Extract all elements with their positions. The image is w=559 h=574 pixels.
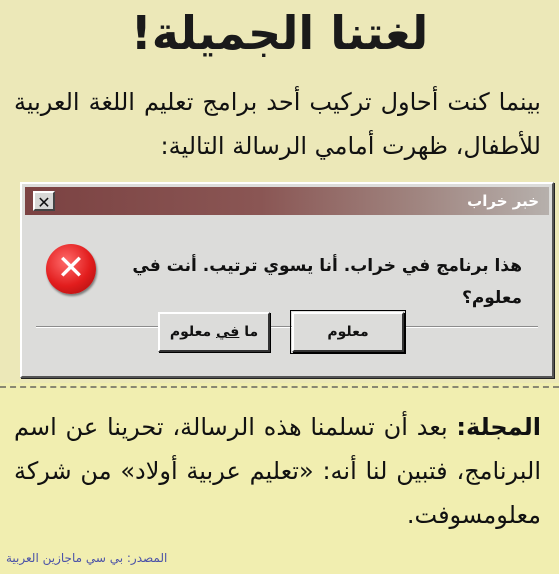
dialog-message: هذا برنامج في خراب. أنا يسوي ترتيب. أنت في معلوم؟ (132, 256, 522, 308)
intro-paragraph: بينما كنت أحاول تركيب أحد برامج تعليم اللغة العربية للأطفال، ظهرت أمامي الرسالة التالية: (14, 88, 541, 160)
page-title: لغتنا الجميلة! (130, 6, 429, 60)
magazine-text: بعد أن تسلمنا هذه الرسالة، تحرينا عن اسم البرنامج، فتبين لنا أنه: «تعليم عربية أولاد» من شركة معلومسوفت. (14, 413, 541, 529)
source-credit: المصدر: بي سي ماجازين العربية (6, 551, 168, 565)
dialog-separator (36, 326, 538, 328)
ok-button[interactable] (292, 312, 404, 352)
section-divider (0, 386, 559, 388)
error-icon: ✕ (46, 244, 96, 294)
cancel-button-label-post: معلوم (169, 324, 217, 340)
dialog-title: خبر خراب (467, 192, 539, 210)
ok-button-label: معلوم (327, 324, 369, 340)
cancel-button[interactable] (158, 312, 270, 352)
magazine-label: المجلة: (456, 413, 541, 441)
close-icon: ✕ (37, 193, 51, 212)
dialog-titlebar[interactable] (25, 187, 549, 215)
close-button[interactable] (33, 191, 55, 211)
error-dialog (20, 182, 554, 378)
magazine-reply (14, 405, 541, 537)
cancel-button-label-pre: ما (239, 324, 259, 340)
cancel-button-label-underlined: في (216, 324, 240, 340)
